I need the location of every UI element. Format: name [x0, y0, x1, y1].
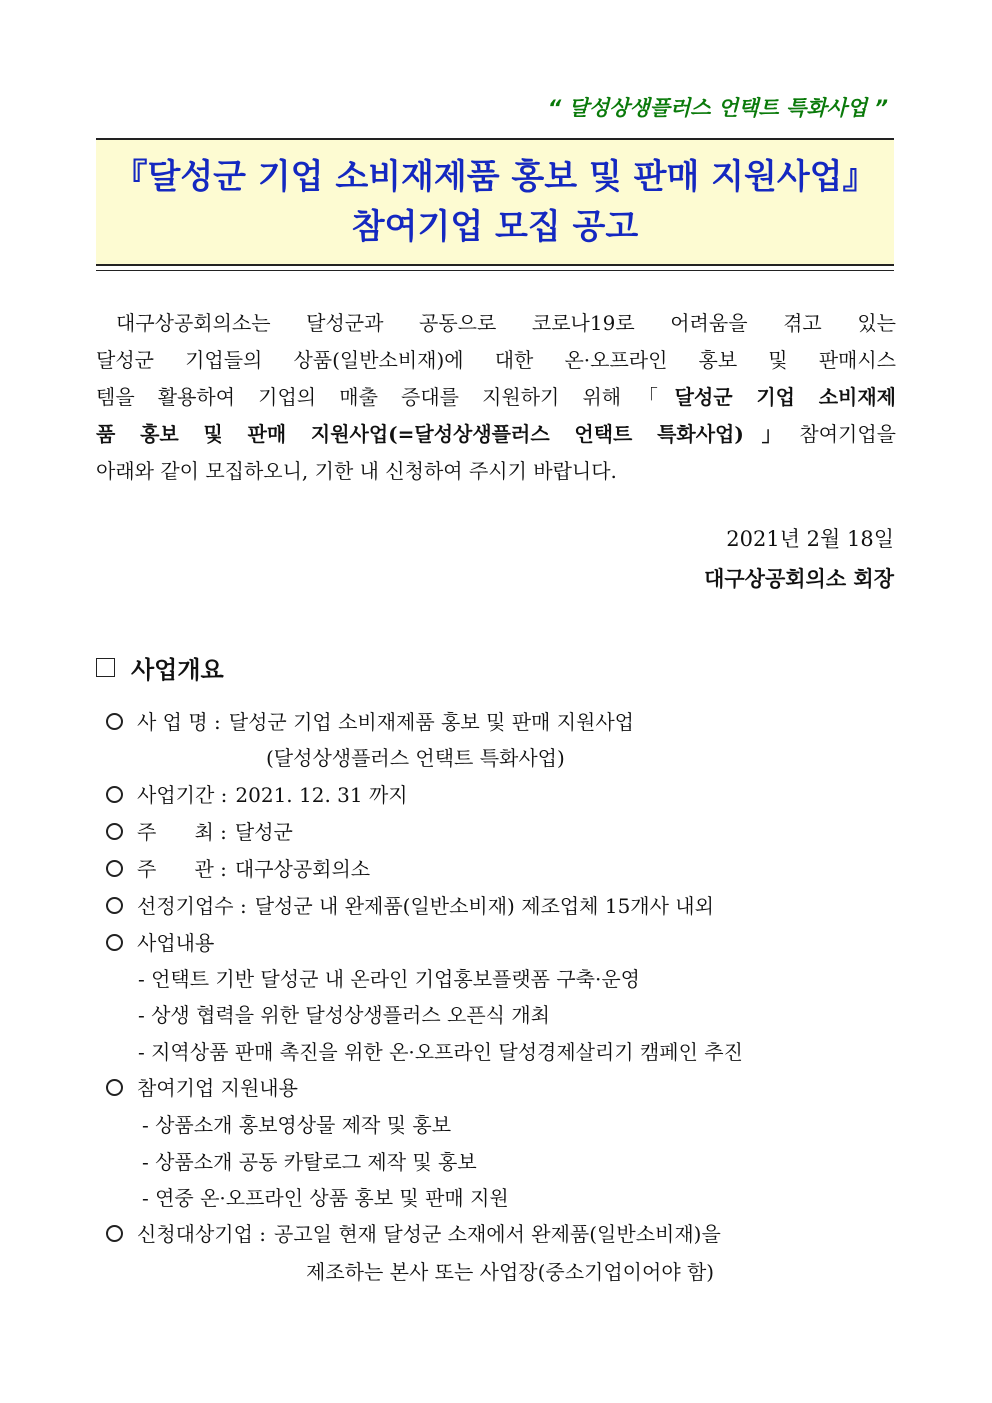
- section-heading: [96, 650, 224, 685]
- sub-item: [142, 1186, 509, 1210]
- overview-item: [106, 894, 714, 918]
- item-value: 달성군 기업 소비재제품 홍보 및 판매 지원사업: [228, 710, 635, 734]
- circle-bullet-icon: [106, 713, 123, 730]
- circle-bullet-icon: [106, 860, 123, 877]
- intro-line-4-text: 참여기업을: [799, 422, 896, 446]
- item-label: 사업기간 :: [137, 783, 228, 807]
- overview-item: [106, 1076, 298, 1100]
- sub-item-text: - 상품소개 홍보영상물 제작 및 홍보: [142, 1113, 452, 1137]
- item-value: 대구상공회의소: [234, 857, 371, 881]
- intro-line-1: 대구상공회의소는 달성군과 공동으로 코로나19로 어려움을 겪고 있는: [116, 311, 896, 335]
- sub-item-text: - 지역상품 판매 촉진을 위한 온·오프라인 달성경제살리기 캠페인 추진: [138, 1040, 743, 1064]
- item-label: 참여기업 지원내용: [137, 1076, 298, 1100]
- circle-bullet-icon: [106, 934, 123, 951]
- circle-bullet-icon: [106, 897, 123, 914]
- sub-item-text: - 상생 협력을 위한 달성상생플러스 오픈식 개최: [138, 1003, 550, 1027]
- circle-bullet-icon: [106, 1079, 123, 1096]
- item-continuation-text: (달성상생플러스 언택트 특화사업): [266, 746, 565, 770]
- sub-item-text: - 상품소개 공동 카탈로그 제작 및 홍보: [142, 1150, 477, 1174]
- sub-item: [138, 1040, 743, 1064]
- item-value: 달성군 내 완제품(일반소비재) 제조업체 15개사 내외: [254, 894, 714, 918]
- circle-bullet-icon: [106, 1225, 123, 1242]
- item-label: 주 최 :: [137, 820, 227, 844]
- sub-item: [138, 1003, 550, 1027]
- item-continuation-text: 제조하는 본사 또는 사업장(중소기업이어야 함): [306, 1260, 715, 1284]
- intro-line-2: 달성군 기업들의 상품(일반소비재)에 대한 온·오프라인 홍보 및 판매시스: [96, 348, 896, 372]
- overview-item: [106, 710, 634, 734]
- title-line-1: 『달성군 기업 소비재제품 홍보 및 판매 지원사업』: [113, 157, 877, 197]
- overview-item: [106, 820, 293, 844]
- overview-item: [106, 931, 214, 955]
- item-value: 달성군: [234, 820, 293, 844]
- item-value: 공고일 현재 달성군 소재에서 완제품(일반소비재)을: [274, 1222, 721, 1246]
- intro-line-3-bold: 달성군 기업 소비재제: [674, 385, 897, 409]
- section-title: 사업개요: [131, 656, 224, 684]
- item-label: 사 업 명 :: [137, 710, 221, 734]
- sub-item-text: - 연중 온·오프라인 상품 홍보 및 판매 지원: [142, 1186, 509, 1210]
- item-value: 2021. 12. 31 까지: [235, 783, 408, 807]
- intro-line-3: [96, 379, 896, 416]
- item-continuation: [306, 1260, 714, 1284]
- project-tag: “ 달성상생플러스 언택트 특화사업 ”: [547, 96, 888, 120]
- circle-bullet-icon: [106, 823, 123, 840]
- item-label: 선정기업수 :: [137, 894, 247, 918]
- intro-paragraph: [96, 305, 896, 490]
- title-line-2: 참여기업 모집 공고: [351, 207, 639, 247]
- checkbox-square-icon: [96, 658, 115, 677]
- intro-line-3-text: 템을 활용하여 기업의 매출 증대를 지원하기 위해「: [96, 385, 675, 409]
- circle-bullet-icon: [106, 786, 123, 803]
- item-label: 신청대상기업 :: [137, 1222, 267, 1246]
- item-label: 사업내용: [137, 931, 215, 955]
- overview-item: [106, 1222, 721, 1246]
- intro-line-5: 아래와 같이 모집하오니, 기한 내 신청하여 주시기 바랍니다.: [96, 459, 617, 483]
- title-box: [96, 138, 894, 266]
- issuer-name: 대구상공회의소 회장: [704, 566, 894, 591]
- item-continuation: [266, 746, 565, 770]
- sub-item-text: - 언택트 기반 달성군 내 온라인 기업홍보플랫폼 구축·운영: [138, 967, 640, 991]
- intro-line-4: [96, 416, 896, 453]
- sub-item: [142, 1150, 477, 1174]
- intro-line-4-bold: 품 홍보 및 판매 지원사업(=달성상생플러스 언택트 특화사업)」: [96, 422, 800, 446]
- sub-item: [142, 1113, 451, 1137]
- overview-item: [106, 857, 370, 881]
- notice-date: 2021년 2월 18일: [726, 527, 894, 551]
- sub-item: [138, 967, 640, 991]
- item-label: 주 관 :: [137, 857, 227, 881]
- overview-item: [106, 783, 408, 807]
